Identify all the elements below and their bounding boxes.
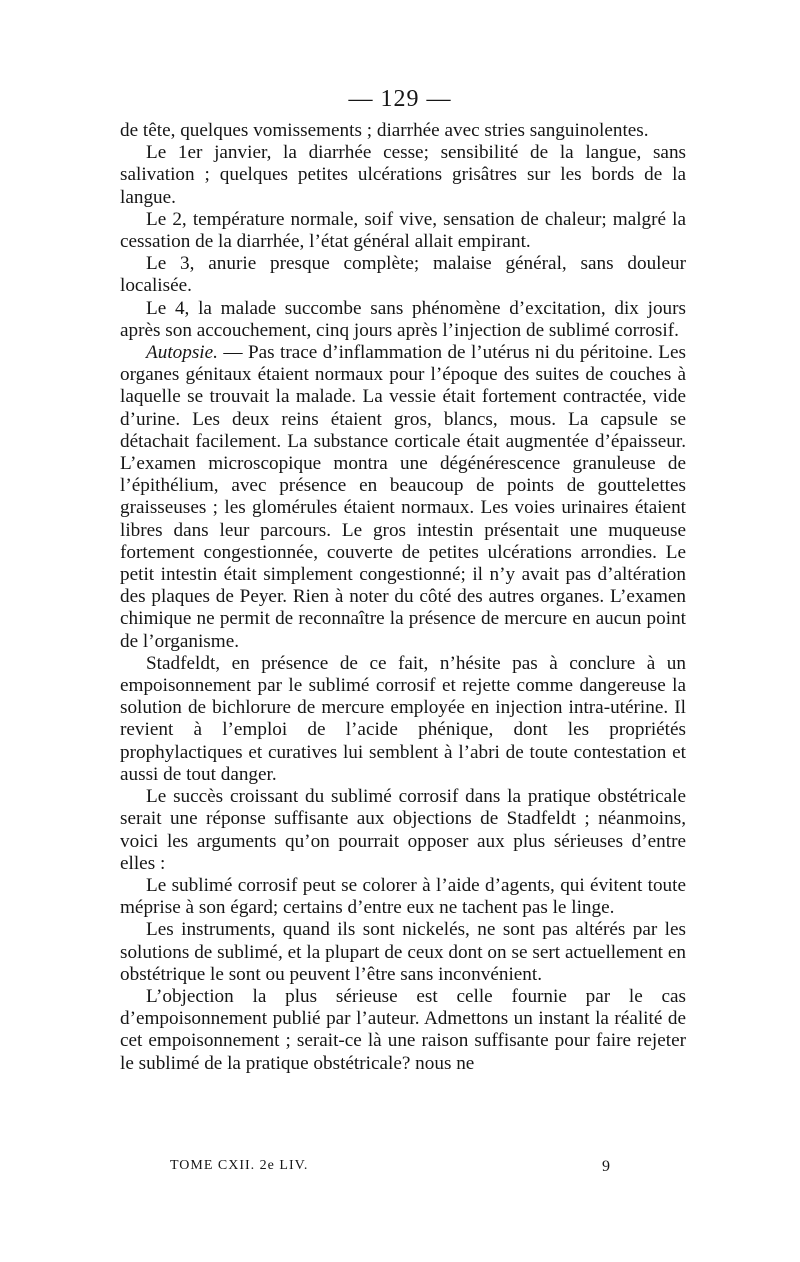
- autopsie-dash: —: [217, 342, 248, 364]
- paragraph-autopsie: [120, 342, 686, 653]
- autopsie-label: Autopsie.: [146, 342, 218, 364]
- paragraph-9: Le sublimé corrosif peut se colorer à l’aide d’agents, qui évitent toute méprise à son égard; certains d’entre eux ne tachent pas le linge.: [120, 874, 686, 919]
- body-text: [120, 120, 686, 1075]
- paragraph-3: Le 2, température normale, soif vive, sensation de chaleur; malgré la cessation de la diarrhée, l’état général allait empirant.: [120, 208, 686, 253]
- sheet-number: 9: [602, 1158, 610, 1175]
- page-number: — 129 —: [348, 86, 452, 112]
- paragraph-1: de tête, quelques vomissements ; diarrhée avec stries sanguinolentes.: [120, 120, 649, 141]
- paragraph-10: Les instruments, quand ils sont nickelés, ne sont pas altérés par les solutions de sublimé, et la plupart de ceux dont on se sert actuellement en obstétrique le sont ou peuvent l’être sans inconvénient.: [120, 919, 686, 985]
- paragraph-7: Stadfeldt, en présence de ce fait, n’hésite pas à conclure à un empoisonnement par le sublimé corrosif et rejette comme dangereuse la solution de bichlorure de mercure employée en injection intra-utérine. Il revient à l’emploi de l’acide phénique, dont les propriétés prophylactiques et curatives lui semblent à l’abri de toute contestation et aussi de tout danger.: [120, 652, 686, 785]
- volume-signature: TOME CXII. 2e LIV.: [170, 1158, 309, 1173]
- paragraph-5: Le 4, la malade succombe sans phénomène d’excitation, dix jours après son accouchement, cinq jours après l’injection de sublimé corrosif.: [120, 297, 686, 341]
- paragraph-11: L’objection la plus sérieuse est celle fournie par le cas d’empoisonnement publié par l’auteur. Admettons un instant la réalité de cet empoisonnement ; serait-ce là une raison suffisante pour faire rejeter le sublimé de la pratique obstétricale? nous ne: [120, 985, 686, 1074]
- page-footer: [170, 1158, 610, 1174]
- paragraph-2: Le 1er janvier, la diarrhée cesse; sensibilité de la langue, sans salivation ; quelques petites ulcérations grisâtres sur les bords de la langue.: [120, 142, 686, 208]
- paragraph-4: Le 3, anurie presque complète; malaise général, sans douleur localisée.: [120, 253, 686, 297]
- autopsie-text: Pas trace d’inflammation de l’utérus ni du péritoine. Les organes génitaux étaient normaux pour l’époque des suites de couches à laquelle se trouvait la malade. La vessie était fortement contractée, vide d’urine. Les deux reins étaient gros, blancs, mous. La capsule se détachait facilement. La substance corticale était augmentée d’épaisseur. L’examen microscopique montra une dégénérescence granuleuse de l’épithélium, avec présence en beaucoup de points de gouttelettes graisseuses ; les glomérules étaient normaux. Les voies urinaires étaient libres dans leur parcours. Le gros intestin présentait une muqueuse fortement congestionnée, couverte de petites ulcérations arrondies. Le petit intestin était simplement congestionné; il n’y avait pas d’altération des plaques de Peyer. Rien à noter du côté des autres organes. L’examen chimique ne permit de reconnaître la présence de mercure en aucun point de l’organisme.: [120, 342, 686, 652]
- paragraph-8: Le succès croissant du sublimé corrosif dans la pratique obstétricale serait une réponse suffisante aux objections de Stadfeldt ; néanmoins, voici les arguments qu’on pourrait opposer aux plus sérieuses d’entre elles :: [120, 786, 686, 874]
